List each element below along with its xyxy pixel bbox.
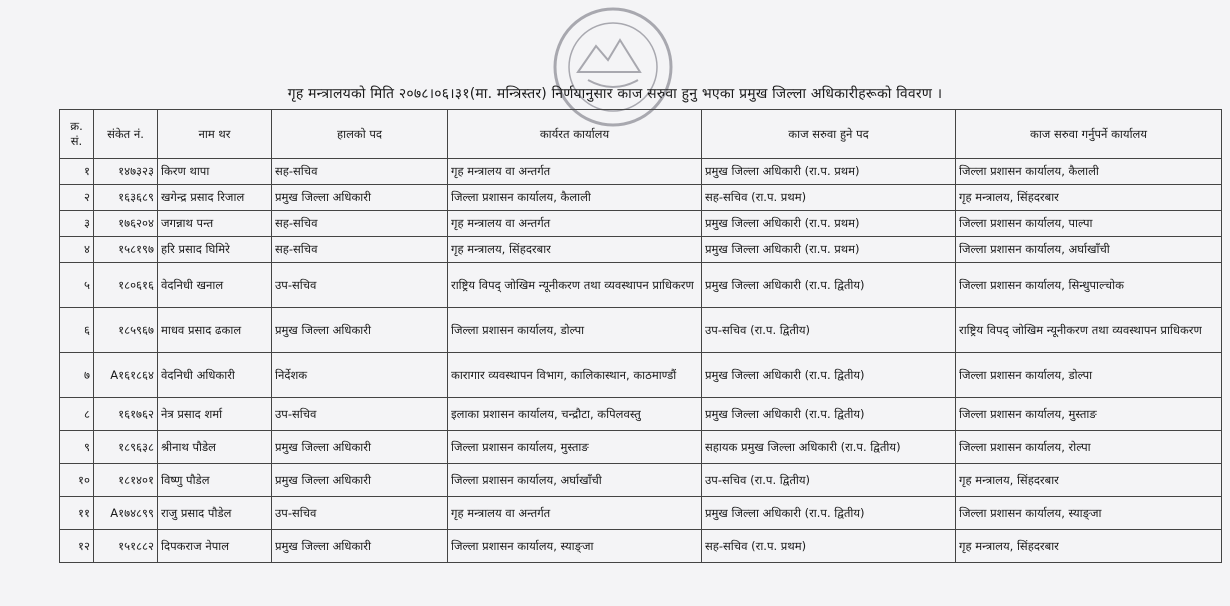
cell-current-post: सह-सचिव — [272, 237, 448, 263]
cell-name: हरि प्रसाद घिमिरे — [158, 237, 272, 263]
cell-code: A१७४८९९ — [94, 497, 158, 530]
cell-current-post: प्रमुख जिल्ला अधिकारी — [272, 431, 448, 464]
transfer-table — [59, 109, 1222, 563]
cell-current-office: गृह मन्त्रालय वा अन्तर्गत — [448, 159, 702, 185]
cell-current-office: जिल्ला प्रशासन कार्यालय, स्याङ्जा — [448, 530, 702, 563]
table-row — [60, 398, 1222, 431]
cell-deputed-office: गृह मन्त्रालय, सिंहदरबार — [956, 464, 1222, 497]
cell-deputed-post: प्रमुख जिल्ला अधिकारी (रा.प. द्वितीय) — [702, 497, 956, 530]
document-title: गृह मन्त्रालयको मिति २०७८।०६।३१(मा. मन्त्रिस्तर) निर्णयानुसार काज सरुवा हुनु भएका प्रमुख जिल्ला अधिकारीहरूको विवरण । — [287, 86, 943, 102]
cell-deputed-post: प्रमुख जिल्ला अधिकारी (रा.प. द्वितीय) — [702, 398, 956, 431]
cell-deputed-office: गृह मन्त्रालय, सिंहदरबार — [956, 530, 1222, 563]
cell-sn: ८ — [60, 398, 94, 431]
cell-sn: १० — [60, 464, 94, 497]
cell-sn: ५ — [60, 263, 94, 308]
cell-deputed-post: सह-सचिव (रा.प. प्रथम) — [702, 185, 956, 211]
cell-name: किरण थापा — [158, 159, 272, 185]
cell-current-office: गृह मन्त्रालय, सिंहदरबार — [448, 237, 702, 263]
cell-deputed-post: सहायक प्रमुख जिल्ला अधिकारी (रा.प. द्वितीय) — [702, 431, 956, 464]
cell-deputed-office: जिल्ला प्रशासन कार्यालय, कैलाली — [956, 159, 1222, 185]
cell-current-office: जिल्ला प्रशासन कार्यालय, मुस्ताङ — [448, 431, 702, 464]
header-name: नाम थर — [158, 110, 272, 159]
table-row — [60, 211, 1222, 237]
table-row — [60, 237, 1222, 263]
table-row — [60, 431, 1222, 464]
header-sn: क्र. सं. — [60, 110, 94, 159]
cell-name: राजु प्रसाद पौडेल — [158, 497, 272, 530]
cell-sn: ६ — [60, 308, 94, 353]
cell-name: वेदनिधी खनाल — [158, 263, 272, 308]
cell-deputed-office: राष्ट्रिय विपद् जोखिम न्यूनीकरण तथा व्यवस्थापन प्राधिकरण — [956, 308, 1222, 353]
cell-current-post: सह-सचिव — [272, 159, 448, 185]
cell-current-office: जिल्ला प्रशासन कार्यालय, अर्घाखाँची — [448, 464, 702, 497]
cell-sn: ९ — [60, 431, 94, 464]
header-code: संकेत नं. — [94, 110, 158, 159]
cell-code: १६१७६२ — [94, 398, 158, 431]
header-current-office: कार्यरत कार्यालय — [448, 110, 702, 159]
cell-code: १८०६१६ — [94, 263, 158, 308]
table-row — [60, 353, 1222, 398]
cell-deputed-office: जिल्ला प्रशासन कार्यालय, रोल्पा — [956, 431, 1222, 464]
cell-deputed-post: प्रमुख जिल्ला अधिकारी (रा.प. प्रथम) — [702, 211, 956, 237]
cell-code: १८१४०१ — [94, 464, 158, 497]
cell-deputed-office: जिल्ला प्रशासन कार्यालय, डोल्पा — [956, 353, 1222, 398]
cell-sn: ७ — [60, 353, 94, 398]
cell-current-office: जिल्ला प्रशासन कार्यालय, कैलाली — [448, 185, 702, 211]
cell-code: A१६१८६४ — [94, 353, 158, 398]
cell-deputed-post: प्रमुख जिल्ला अधिकारी (रा.प. प्रथम) — [702, 159, 956, 185]
cell-deputed-post: प्रमुख जिल्ला अधिकारी (रा.प. प्रथम) — [702, 237, 956, 263]
cell-current-office: इलाका प्रशासन कार्यालय, चन्द्रौटा, कपिलवस्तु — [448, 398, 702, 431]
cell-sn: ३ — [60, 211, 94, 237]
cell-current-post: प्रमुख जिल्ला अधिकारी — [272, 308, 448, 353]
cell-name: माधव प्रसाद ढकाल — [158, 308, 272, 353]
cell-current-post: प्रमुख जिल्ला अधिकारी — [272, 185, 448, 211]
cell-deputed-post: प्रमुख जिल्ला अधिकारी (रा.प. द्वितीय) — [702, 353, 956, 398]
cell-name: नेत्र प्रसाद शर्मा — [158, 398, 272, 431]
cell-name: दिपकराज नेपाल — [158, 530, 272, 563]
cell-deputed-post: सह-सचिव (रा.प. प्रथम) — [702, 530, 956, 563]
cell-name: विष्णु पौडेल — [158, 464, 272, 497]
cell-current-post: उप-सचिव — [272, 497, 448, 530]
cell-current-post: उप-सचिव — [272, 398, 448, 431]
cell-deputed-office: जिल्ला प्रशासन कार्यालय, मुस्ताङ — [956, 398, 1222, 431]
table-row — [60, 263, 1222, 308]
cell-current-post: प्रमुख जिल्ला अधिकारी — [272, 530, 448, 563]
cell-sn: १ — [60, 159, 94, 185]
header-deputed-office: काज सरुवा गर्नुपर्ने कार्यालय — [956, 110, 1222, 159]
table-row — [60, 159, 1222, 185]
cell-current-office: गृह मन्त्रालय वा अन्तर्गत — [448, 497, 702, 530]
header-current-post: हालको पद — [272, 110, 448, 159]
cell-name: श्रीनाथ पौडेल — [158, 431, 272, 464]
cell-deputed-post: प्रमुख जिल्ला अधिकारी (रा.प. द्वितीय) — [702, 263, 956, 308]
cell-deputed-post: उप-सचिव (रा.प. द्वितीय) — [702, 464, 956, 497]
cell-name: जगन्नाथ पन्त — [158, 211, 272, 237]
cell-deputed-post: उप-सचिव (रा.प. द्वितीय) — [702, 308, 956, 353]
cell-deputed-office: जिल्ला प्रशासन कार्यालय, स्याङ्जा — [956, 497, 1222, 530]
cell-code: १८५९६७ — [94, 308, 158, 353]
cell-sn: ४ — [60, 237, 94, 263]
cell-sn: १२ — [60, 530, 94, 563]
cell-current-office: कारागार व्यवस्थापन विभाग, कालिकास्थान, काठमाण्डौं — [448, 353, 702, 398]
cell-code: १५१८८२ — [94, 530, 158, 563]
cell-code: १४७३२३ — [94, 159, 158, 185]
cell-deputed-office: जिल्ला प्रशासन कार्यालय, सिन्धुपाल्चोक — [956, 263, 1222, 308]
table-row — [60, 530, 1222, 563]
cell-current-office: राष्ट्रिय विपद् जोखिम न्यूनीकरण तथा व्यवस्थापन प्राधिकरण — [448, 263, 702, 308]
cell-deputed-office: गृह मन्त्रालय, सिंहदरबार — [956, 185, 1222, 211]
table-row — [60, 185, 1222, 211]
cell-name: खगेन्द्र प्रसाद रिजाल — [158, 185, 272, 211]
cell-code: १८९६३८ — [94, 431, 158, 464]
table-row — [60, 464, 1222, 497]
header-row — [60, 110, 1222, 159]
cell-sn: ११ — [60, 497, 94, 530]
cell-code: १५८१९७ — [94, 237, 158, 263]
cell-current-post: निर्देशक — [272, 353, 448, 398]
table-row — [60, 308, 1222, 353]
cell-deputed-office: जिल्ला प्रशासन कार्यालय, पाल्पा — [956, 211, 1222, 237]
cell-current-post: उप-सचिव — [272, 263, 448, 308]
cell-current-office: जिल्ला प्रशासन कार्यालय, डोल्पा — [448, 308, 702, 353]
cell-current-post: सह-सचिव — [272, 211, 448, 237]
cell-current-post: प्रमुख जिल्ला अधिकारी — [272, 464, 448, 497]
cell-sn: २ — [60, 185, 94, 211]
cell-code: १७६२०४ — [94, 211, 158, 237]
cell-current-office: गृह मन्त्रालय वा अन्तर्गत — [448, 211, 702, 237]
cell-deputed-office: जिल्ला प्रशासन कार्यालय, अर्घाखाँची — [956, 237, 1222, 263]
header-deputed-post: काज सरुवा हुने पद — [702, 110, 956, 159]
table-row — [60, 497, 1222, 530]
cell-name: वेदनिधी अधिकारी — [158, 353, 272, 398]
cell-code: १६३६८९ — [94, 185, 158, 211]
